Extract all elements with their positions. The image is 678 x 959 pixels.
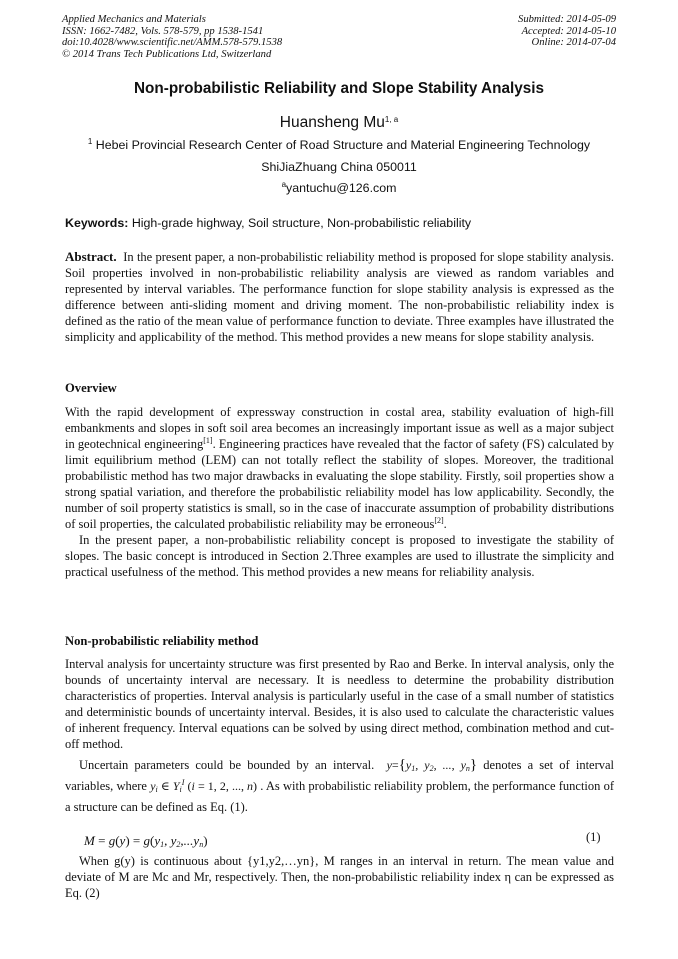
email-line	[0, 181, 678, 195]
abstract	[65, 249, 614, 345]
abstract-text: In the present paper, a non-probabilistic reliability method is proposed for slope stability analysis. Soil properties involved in non-probabilistic reliability analysis are viewed as random variables and represented by interval variables. The performance function for slope stability analysis is expressed as the difference between anti-sliding moment and driving moment. The non-probabilistic reliability index is defined as the ratio of the mean value of performance function to deviate. Three examples have illustrated the simplicity and applicability of the method. This method provides a new means for slope stability analysis.	[65, 250, 615, 345]
journal-doi: doi:10.4028/www.scientific.net/AMM.578-579.1538	[62, 37, 283, 49]
email-sup: a	[281, 180, 287, 189]
affiliation-text: Hebei Provincial Research Center of Road Structure and Material Engineering Technology	[95, 138, 591, 152]
dates-header	[518, 14, 616, 49]
keywords-text: High-grade highway, Soil structure, Non-probabilistic reliability	[131, 216, 472, 230]
method-paragraph-1: Interval analysis for uncertainty structure was first presented by Rao and Berke. In interval analysis, only the bounds of uncertainty interval are necessary. It is needless to determine the probability distribution characteristics of properties. Interval analysis is particularly useful in the case of a small number of statistics and deterministic bounds of uncertainty interval. Besides, it is also used to calculate the characteristic values of inherent frequency. Interval equations can be solved by using direct method, combination method and cut-off method.	[65, 657, 614, 752]
overview-heading: Overview	[65, 381, 117, 395]
keywords	[65, 216, 471, 230]
method-p2-text-a: Uncertain parameters could be bounded by an interval.	[79, 758, 375, 773]
equation-1-number: (1)	[586, 830, 601, 844]
journal-header	[62, 14, 282, 60]
author-sup: 1, a	[384, 115, 399, 124]
affiliation-sup: 1	[87, 137, 93, 146]
journal-name: Applied Mechanics and Materials	[62, 14, 206, 25]
interval-set-formula: $y=\{y_1$, $y_2$, ..., $y_n$}	[386, 757, 478, 774]
abstract-label: Abstract.	[65, 249, 117, 264]
overview-paragraph-1	[65, 404, 614, 532]
method-paragraph-3-block	[65, 853, 614, 901]
journal-issn: ISSN: 1662-7482, Vols. 578-579, pp 1538-1541	[62, 25, 264, 37]
accepted-date: Accepted: 2014-05-10	[521, 25, 616, 37]
method-p2-text-c: . As with probabilistic reliability problem, the performance function of a structure can be defined as Eq. (1).	[65, 779, 615, 815]
overview-p1-text-a: With the rapid development of expressway construction in costal area, stability evaluation of high-fill embankments and slopes in soft soil area becomes an increasingly important issue as well as a major subject in geotechnical engineering	[65, 405, 614, 452]
overview-p1-text-b: . Engineering practices have revealed that the factor of safety (FS) calculated by limit equilibrium method (LEM) can not totally reflect the stability of slopes. Moreover, the traditional probabilistic method has two major drawbacks in evaluating the slope stability. Firstly, soil properties show a strong spatial variation, and therefore the probabilistic reliability model has low applicability. Secondly, the number of soil property statistics is small, so in the case of inaccurate assumption of probability distributions of soil properties, the calculated probabilistic reliability may be erroneous	[65, 437, 614, 532]
email: yantuchu@126.com	[286, 181, 397, 195]
overview-p1-text-c: .	[443, 517, 447, 532]
overview-section	[65, 404, 614, 581]
author	[0, 114, 678, 132]
citation-2: [2]	[434, 516, 444, 526]
method-section	[65, 656, 614, 818]
online-date: Online: 2014-07-04	[531, 37, 616, 49]
interval-member-formula: $y_i$ ∈ $Y_i^I$ (i = 1, 2, ..., n)	[150, 778, 258, 795]
submitted-date: Submitted: 2014-05-09	[518, 14, 616, 25]
affiliation-city: ShiJiaZhuang China 050011	[261, 160, 417, 174]
equation-1: $M = g(y) = g(y_1$, $y_2,...y_n$)	[84, 833, 208, 849]
method-p2-text-b: denotes a set of interval variables, where	[65, 758, 615, 794]
method-heading: Non-probabilistic reliability method	[65, 634, 259, 648]
keywords-label: Keywords:	[65, 216, 129, 230]
overview-paragraph-2: In the present paper, a non-probabilistic reliability concept is proposed to investigate the stability of slopes. The basic concept is introduced in Section 2.Three examples are used to illustrate the simplicity and practical usefulness of the method. This method provides a new means for reliability analysis.	[65, 533, 614, 580]
affiliation-line	[0, 138, 678, 152]
method-paragraph-2	[65, 755, 614, 818]
journal-copyright: © 2014 Trans Tech Publications Ltd, Switzerland	[62, 48, 272, 60]
paper-title: Non-probabilistic Reliability and Slope Stability Analysis	[134, 80, 544, 97]
author-name: Huansheng Mu	[279, 114, 385, 131]
citation-1: [1]	[203, 436, 213, 446]
method-paragraph-3: When g(y) is continuous about {y1,y2,…yn}, M ranges in an interval in return. The mean value and deviate of M are Mc and Mr, respectively. Then, the non-probabilistic reliability index η can be expressed as Eq. (2)	[65, 854, 614, 901]
